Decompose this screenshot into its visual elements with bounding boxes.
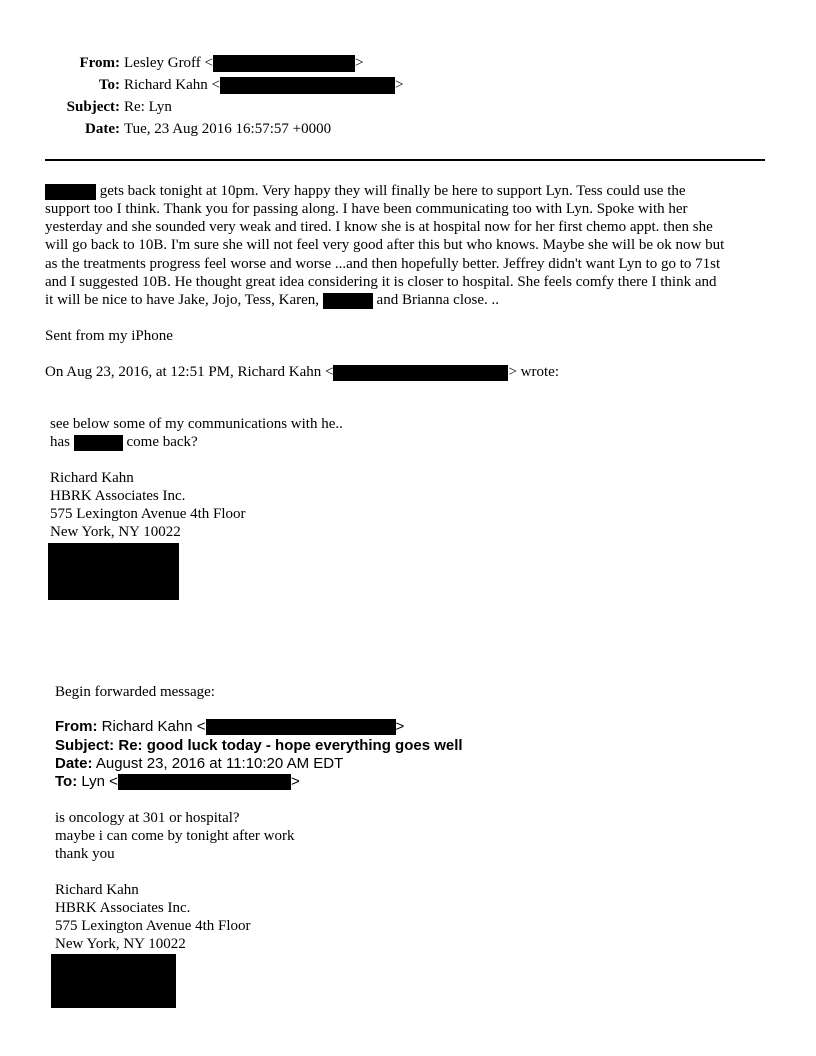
forwarded-subject-row bbox=[55, 737, 463, 755]
redacted-signature-block bbox=[48, 543, 179, 600]
signature-name: Richard Kahn bbox=[50, 470, 134, 486]
fwd-subject-value: Re: good luck today - hope everything goes well bbox=[118, 737, 463, 754]
redacted-email bbox=[333, 365, 508, 381]
redacted-email bbox=[220, 77, 395, 94]
body-line: support too I think. Thank you for passing along. I have been communicating too with Lyn. Spoke with her bbox=[45, 201, 688, 217]
signature-company: HBRK Associates Inc. bbox=[50, 488, 186, 504]
fwd-from-label: From: bbox=[55, 718, 98, 735]
forwarded-begin: Begin forwarded message: bbox=[55, 684, 215, 700]
fwd-signature-company: HBRK Associates Inc. bbox=[55, 900, 191, 916]
fwd-to-label: To: bbox=[55, 773, 78, 790]
subject-value: Re: Lyn bbox=[124, 99, 172, 115]
from-value: Lesley Groff < > bbox=[124, 55, 364, 71]
body-line: it will be nice to have Jake, Jojo, Tess, Karen, and Brianna close. .. bbox=[45, 292, 499, 308]
subject-label: Subject: bbox=[66, 99, 120, 115]
redacted-name bbox=[74, 435, 123, 451]
signature-city: New York, NY 10022 bbox=[50, 524, 181, 540]
forwarded-date-row: Date: August 23, 2016 at 11:10:20 AM EDT bbox=[55, 755, 344, 772]
quoted-line: has come back? bbox=[50, 434, 198, 450]
body-line: yesterday and she sounded very weak and tired. I know she is at hospital now for her first chemo appt. then she bbox=[45, 219, 713, 235]
forwarded-body-line: thank you bbox=[55, 846, 115, 862]
body-line: gets back tonight at 10pm. Very happy they will finally be here to support Lyn. Tess could use the bbox=[45, 182, 686, 200]
fwd-subject-label: Subject: bbox=[55, 737, 115, 754]
redacted-name bbox=[45, 184, 96, 200]
to-label: To: bbox=[98, 77, 120, 93]
quoted-line: see below some of my communications with he.. bbox=[50, 416, 343, 432]
redacted-signature-block bbox=[51, 954, 176, 1008]
from-label: From: bbox=[79, 55, 120, 71]
header-divider bbox=[45, 159, 765, 161]
forwarded-to-row: To: Lyn < > bbox=[55, 773, 300, 790]
sent-from: Sent from my iPhone bbox=[45, 328, 173, 344]
forwarded-from-row: From: Richard Kahn < > bbox=[55, 718, 405, 735]
body-line: and I suggested 10B. He thought great idea considering it is closer to hospital. She feels comfy there I think and bbox=[45, 274, 717, 290]
redacted-email bbox=[206, 719, 396, 735]
quote-intro: On Aug 23, 2016, at 12:51 PM, Richard Kahn < > wrote: bbox=[45, 364, 559, 380]
date-label: Date: bbox=[85, 121, 120, 137]
fwd-date-label: Date: bbox=[55, 755, 93, 772]
forwarded-body-line: is oncology at 301 or hospital? bbox=[55, 810, 240, 826]
date-value: Tue, 23 Aug 2016 16:57:57 +0000 bbox=[124, 121, 332, 137]
redacted-email bbox=[213, 55, 355, 72]
redacted-name bbox=[323, 293, 373, 309]
body-line: as the treatments progress feel worse and worse ...and then hopefully better. Jeffrey didn't want Lyn to go to 71st bbox=[45, 256, 721, 272]
to-value: Richard Kahn < > bbox=[124, 77, 404, 93]
redacted-email bbox=[118, 774, 291, 790]
fwd-signature-address: 575 Lexington Avenue 4th Floor bbox=[55, 918, 251, 934]
body-line: will go back to 10B. I'm sure she will not feel very good after this but who knows. Maybe she will be ok now but bbox=[45, 237, 725, 253]
forwarded-body-line: maybe i can come by tonight after work bbox=[55, 828, 295, 844]
signature-address: 575 Lexington Avenue 4th Floor bbox=[50, 506, 246, 522]
fwd-signature-city: New York, NY 10022 bbox=[55, 936, 186, 952]
fwd-signature-name: Richard Kahn bbox=[55, 882, 139, 898]
